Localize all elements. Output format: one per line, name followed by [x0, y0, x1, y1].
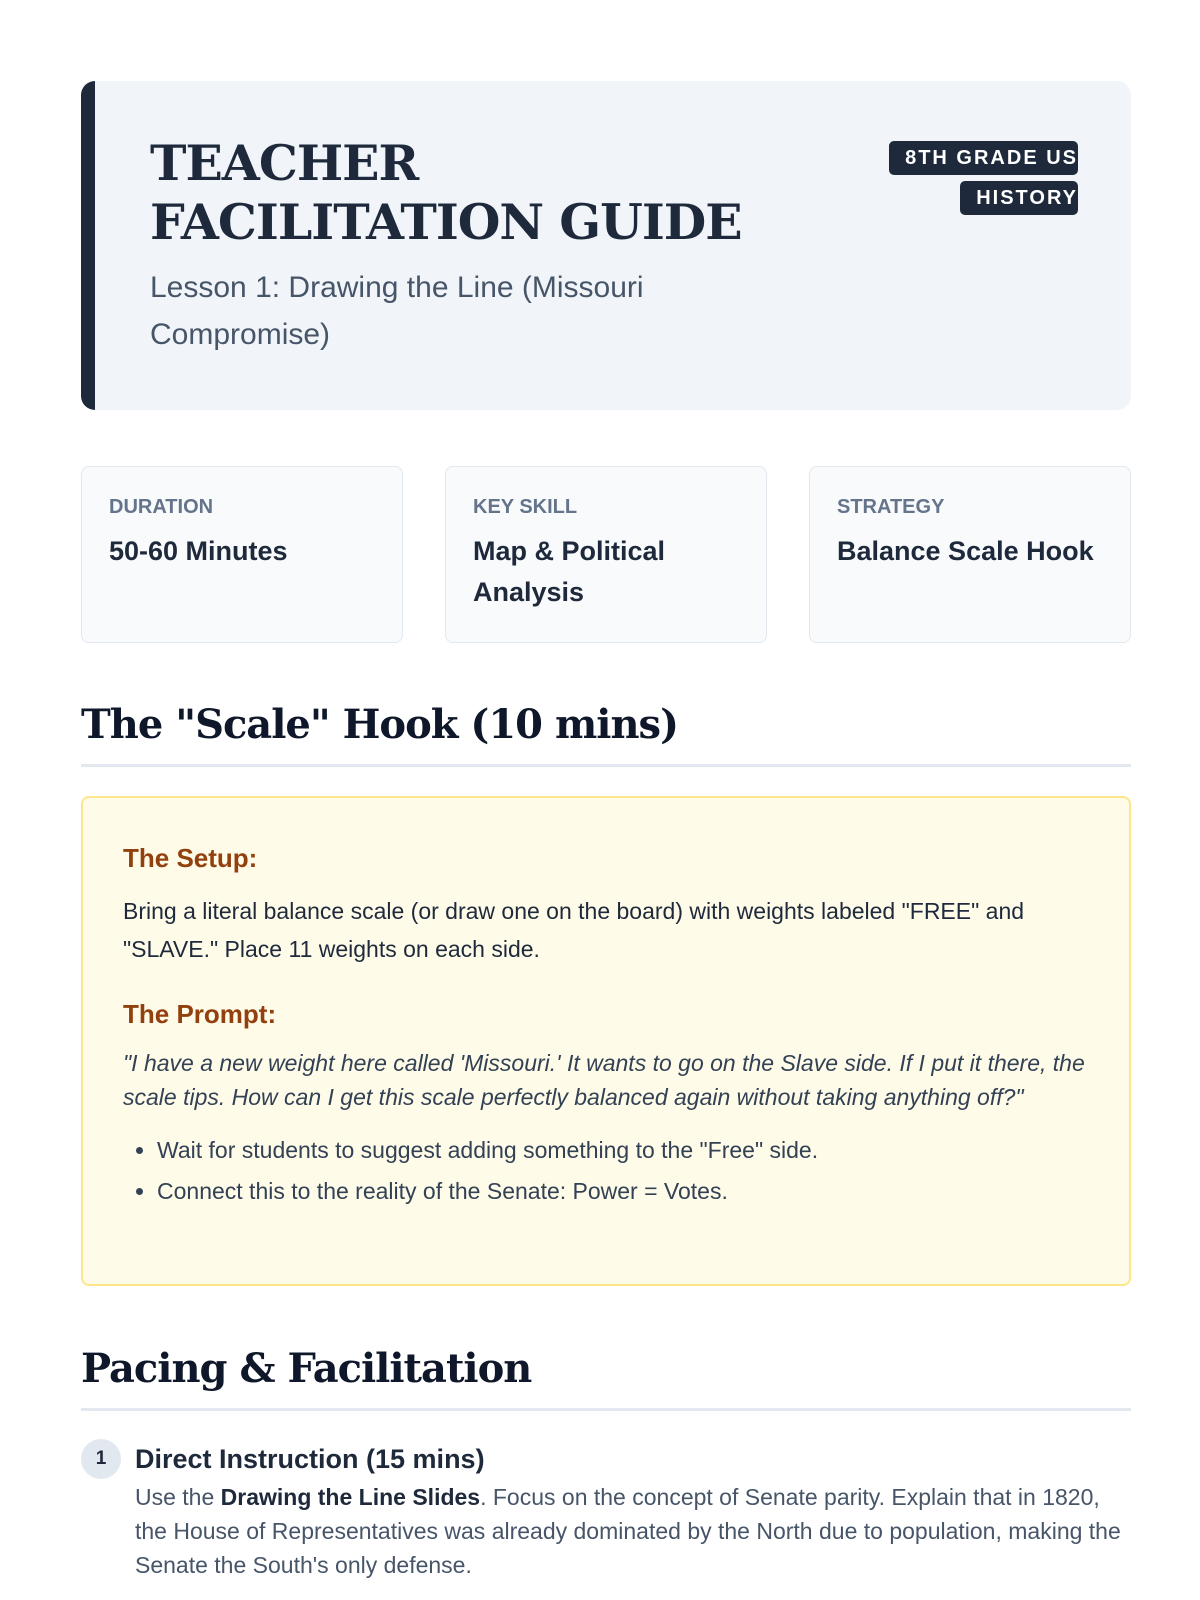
hook-callout — [81, 796, 1131, 1286]
duration-value: 50-60 Minutes — [109, 536, 288, 566]
page-title: TEACHER FACILITATION GUIDE — [150, 134, 742, 251]
duration-card — [81, 466, 403, 643]
key-skill-card — [445, 466, 767, 643]
setup-text: Bring a literal balance scale (or draw one on the board) with weights labeled "FREE" and "SLAVE." Place 11 weights on each side. — [123, 898, 1025, 962]
step-title: Direct Instruction (15 mins) — [135, 1444, 485, 1474]
strategy-label: STRATEGY — [837, 496, 945, 518]
list-item: • Connect this to the reality of the Senate: Power = Votes. — [157, 1171, 1089, 1212]
step-number-badge: 1 — [81, 1439, 121, 1479]
strategy-card — [809, 466, 1131, 643]
slides-reference: Drawing the Line Slides — [220, 1484, 481, 1510]
step-text-start: Use the — [135, 1484, 221, 1510]
key-skill-value: Map & Political Analysis — [473, 536, 666, 607]
key-skill-label: KEY SKILL — [473, 496, 578, 518]
hook-bullet-list — [123, 1130, 1089, 1212]
grade-badge-text: 8TH GRADE US HISTORY — [889, 141, 1078, 215]
list-item: • Wait for students to suggest adding something to the "Free" side. — [157, 1130, 1089, 1171]
grade-badge — [878, 138, 1078, 218]
pacing-section-heading: Pacing & Facilitation — [81, 1344, 1131, 1411]
step-text-rest: . Focus on the concept of Senate parity. Explain that in 1820, the House of Representatives was already dominated by the North due to population, making the Senate the South's only defense. — [135, 1484, 1121, 1578]
prompt-quote: "I have a new weight here called 'Missouri.' It wants to go on the Slave side. If I put it there, the scale tips. How can I get this scale perfectly balanced again without taking anything off?" — [123, 1050, 1085, 1110]
step-description — [135, 1480, 1125, 1582]
prompt-label: The Prompt: — [123, 999, 277, 1029]
guide-header — [81, 81, 1131, 410]
setup-label: The Setup: — [123, 843, 258, 873]
hook-section-heading: The "Scale" Hook (10 mins) — [81, 700, 1131, 767]
duration-label: DURATION — [109, 496, 214, 518]
lesson-subtitle: Lesson 1: Drawing the Line (Missouri Compromise) — [150, 271, 644, 351]
strategy-value: Balance Scale Hook — [837, 536, 1094, 566]
